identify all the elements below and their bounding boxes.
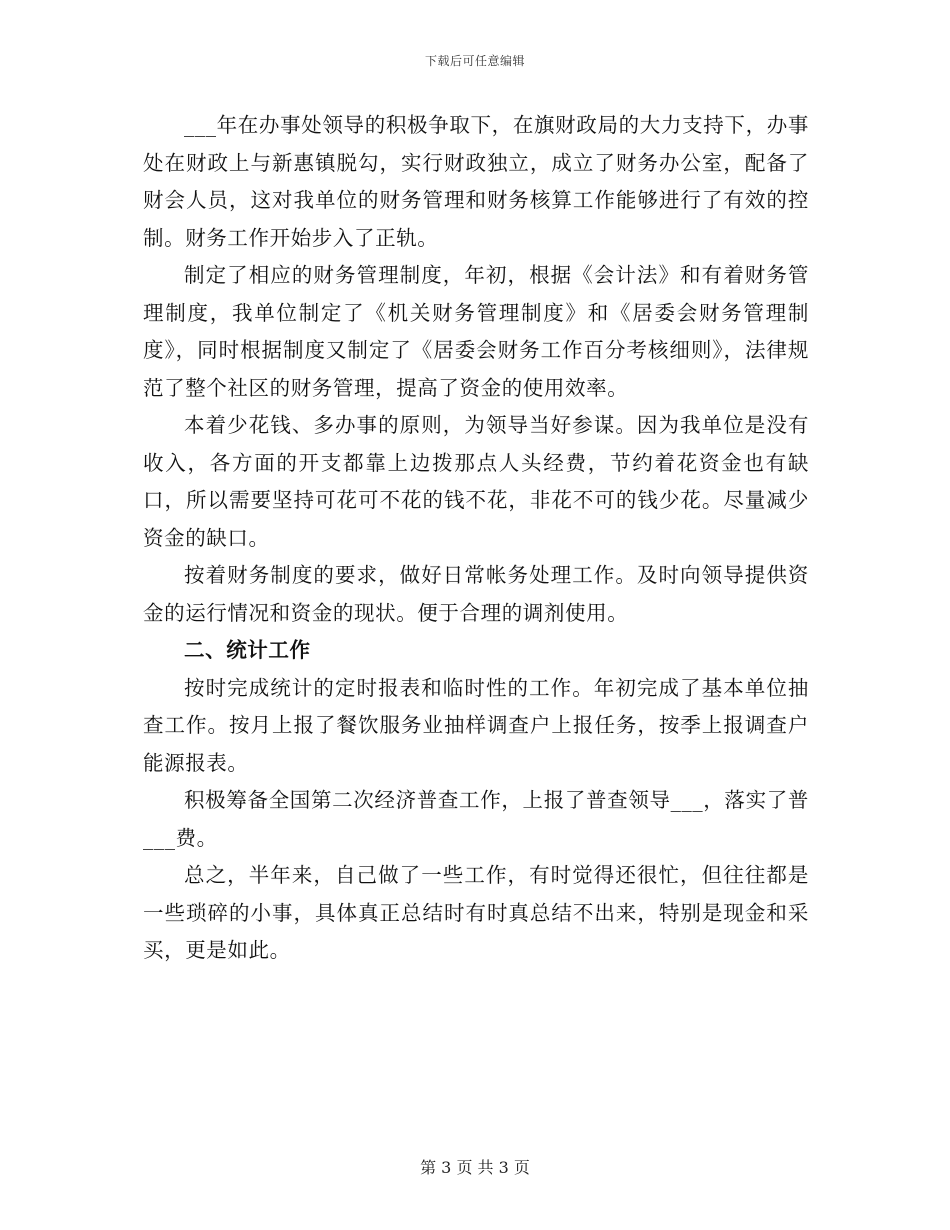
paragraph-statistics-reports: 按时完成统计的定时报表和临时性的工作。年初完成了基本单位抽查工作。按月上报了餐饮服务业抽样调查户上报任务，按季上报调查户能源报表。 — [143, 675, 809, 775]
document-body — [143, 107, 809, 970]
section-heading-statistics: 二、统计工作 — [184, 638, 311, 662]
paragraph-economic-census: 积极筹备全国第二次经济普查工作，上报了普查领导___，落实了普___费。 — [143, 788, 809, 850]
paragraph-saving-principle: 本着少花钱、多办事的原则，为领导当好参谋。因为我单位是没有收入，各方面的开支都靠上边拨那点人头经费，节约着花资金也有缺口，所以需要坚持可花可不花的钱不花，非花不可的钱少花。尽量减少资金的缺口。 — [143, 413, 809, 550]
paragraph-summary: 总之，半年来，自己做了一些工作，有时觉得还很忙，但往往都是一些琐碎的小事，具体真正总结时有时真总结不出来，特别是现金和采买，更是如此。 — [143, 863, 809, 962]
page-number: 第 3 页 共 3 页 — [420, 1158, 530, 1177]
paragraph-finance-independence: ___年在办事处领导的积极争取下，在旗财政局的大力支持下，办事处在财政上与新惠镇脱勾，实行财政独立，成立了财务办公室，配备了财会人员，这对我单位的财务管理和财务核算工作能够进行了有效的控制。财务工作开始步入了正轨。 — [143, 113, 809, 250]
paragraph-daily-accounting: 按着财务制度的要求，做好日常帐务处理工作。及时向领导提供资金的运行情况和资金的现状。便于合理的调剂使用。 — [143, 563, 809, 625]
paragraph-finance-rules: 制定了相应的财务管理制度，年初，根据《会计法》和有着财务管理制度，我单位制定了《机关财务管理制度》和《居委会财务管理制度》，同时根据制度又制定了《居委会财务工作百分考核细则》，法律规范了整个社区的财务管理，提高了资金的使用效率。 — [143, 263, 809, 400]
page-header: 下载后可任意编辑 — [424, 54, 525, 68]
